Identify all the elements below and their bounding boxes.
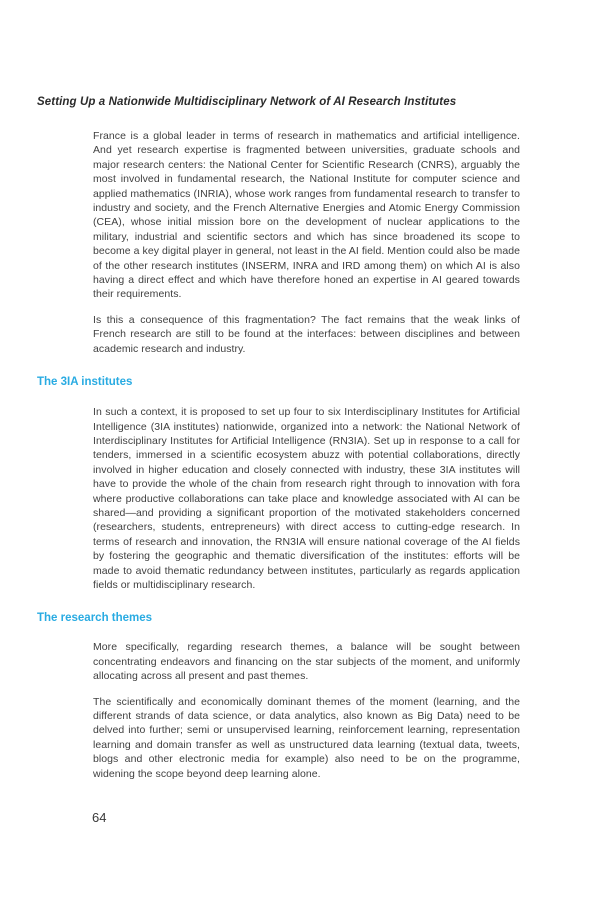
heading-research-themes: The research themes xyxy=(37,612,153,625)
paragraph-dominant-themes: The scientifically and economically dominant themes of the moment (learning, and the different strands of data science, or data analytics, also known as Big Data) need to be delved into further; semi or unsupervised learning, reinforcement learning, representation learning and domain transfer as well as unstructured data learning (textual data, tweets, blogs and other electronic media for example) also need to be on the programme, widening the scope beyond deep learning alone. xyxy=(93,695,520,780)
document-title: Setting Up a Nationwide Multidisciplinary Network of AI Research Institutes xyxy=(37,96,457,108)
paragraph-3ia-network: In such a context, it is proposed to set up four to six Interdisciplinary Institutes for Artificial Intelligence (3IA institutes) nationwide, organized into a network: the National Network of Interdisciplinary Institutes for Artificial Intelligence (RN3IA). Set up in response to a call for tenders, immersed in a scientific ecosystem abuzz with potential collaborations, directly involved in higher education and closely connected with industry, these 3IA institutes will have to provide the whole of the chain from research right through to innovation with fora where productive collaborations can take place and knowledge associated with AI can be shared—and providing a significant proportion of the motivated stakeholders concerned (researchers, students, entrepreneurs) with direct access to cutting-edge research. In terms of research and innovation, the RN3IA will ensure national coverage of the AI fields by fostering the geographic and thematic diversification of the institutes: efforts will be made to avoid thematic redundancy between institutes, particularly as regards application fields or multidisciplinary research. xyxy=(93,406,520,591)
paragraph-research-themes-balance: More specifically, regarding research themes, a balance will be sought between concentrating endeavors and financing on the star subjects of the moment, and uniformly allocating across all present and past themes. xyxy=(93,641,520,683)
paragraph-fragmentation-question: Is this a consequence of this fragmentation? The fact remains that the weak links of French research are still to be found at the interfaces: between disciplines and between academic research and industry. xyxy=(93,313,520,355)
heading-3ia-institutes: The 3IA institutes xyxy=(37,376,133,389)
page-number: 64 xyxy=(92,810,107,826)
paragraph-france-research-overview: France is a global leader in terms of research in mathematics and artificial intelligence. And yet research expertise is fragmented between universities, graduate schools and major research centers: the National Center for Scientific Research (CNRS), arguably the most involved in fundamental research, the National Institute for computer science and applied mathematics (INRIA), whose work ranges from fundamental research to transfer to industry and society, and the French Alternative Energies and Atomic Energy Commission (CEA), whose initial mission bore on the development of nuclear applications to the military, industrial and scientific sectors and which has since broadened its scope to become a key digital player in general, not least in the AI field. Mention could also be made of the other research institutes (INSERM, INRA and IRD among them) on which AI is also having a direct effect and which have therefore honed an expertise in AI geared towards their requirements. xyxy=(93,130,520,301)
